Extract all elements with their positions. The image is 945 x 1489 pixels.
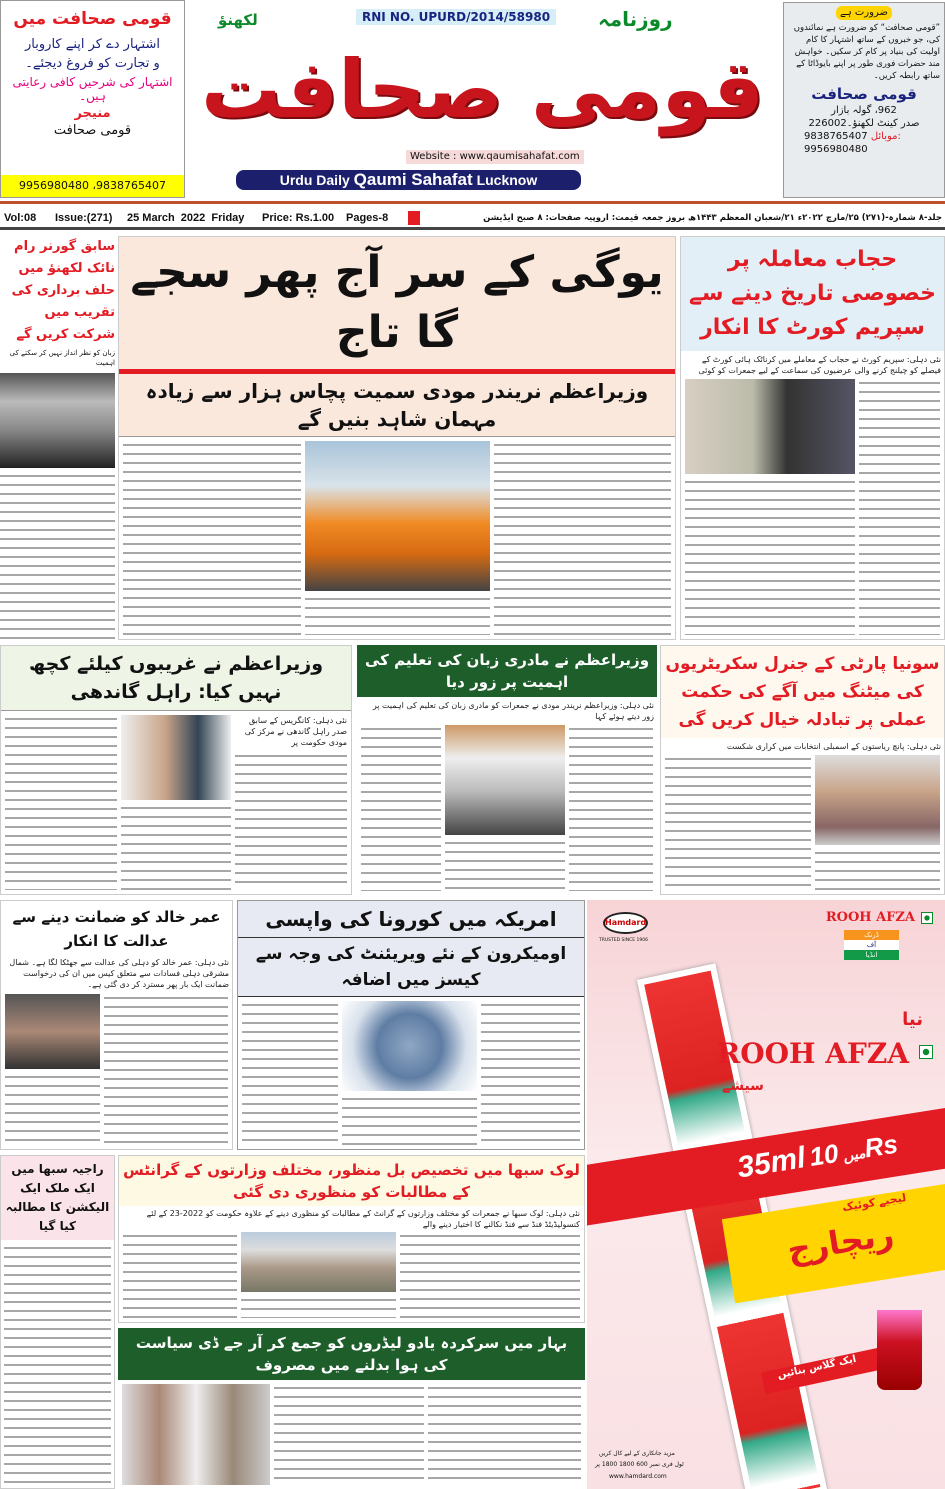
- body-col-2: [305, 595, 490, 635]
- mobile-row: [784, 130, 944, 143]
- price: Price: Rs.1.00: [262, 212, 335, 224]
- lead: نئی دہلی: سپریم کورٹ نے حجاب کے معاملے میں کرناٹک ہائی کورٹ کے فیصلے کو چیلنج کرنے والی عرضیوں کی سماعت کے لیے جمعرات کو کوئی: [698, 355, 941, 375]
- headline: راجیہ سبھا میں ایک ملک ایک الیکشن کا مطالبہ کیا گیا: [1, 1156, 114, 1240]
- yogi-photo: [305, 441, 490, 591]
- headline: سابق گورنر رام نائک لکھنؤ میں حلف برداری کی تقریب میں شرکت کریں گے: [11, 239, 115, 342]
- body: [119, 437, 675, 639]
- english-name: Qaumi Sahafat: [353, 170, 473, 189]
- story-sonia[interactable]: [660, 645, 945, 895]
- bihar-photo: [122, 1384, 270, 1485]
- trusted-label: TRUSTED SINCE 1906: [599, 938, 648, 943]
- headline: بہار میں سرکردہ یادو لیڈروں کو جمع کر آر جے ڈی سیاست کی ہوا بدلنے میں مصروف: [118, 1328, 585, 1380]
- wanted-badge: ضرورت ہے: [836, 6, 892, 20]
- date: 25 March 2022 Friday: [127, 212, 245, 224]
- tag3: انڈیا: [844, 950, 899, 960]
- body: [681, 379, 944, 639]
- left-ad-line1: اشتہار دے کر اپنے کاروبار: [25, 37, 160, 52]
- red-square-marker: [408, 211, 420, 225]
- headline: وزیراعظم نے غریبوں کیلئے کچھ نہیں کیا: راہل گاندھی: [1, 646, 351, 711]
- headline: عمر خالد کو ضمانت دینے سے عدالت کا انکار: [12, 908, 221, 950]
- body-text: [242, 1001, 338, 1145]
- body-text: [4, 1244, 111, 1484]
- website-label: Website : www.qaumisahafat.com: [406, 150, 584, 164]
- phone1: 9838765407: [804, 131, 868, 142]
- left-ad-name: قومی صحافت: [53, 123, 132, 138]
- story-yogi[interactable]: [118, 236, 676, 640]
- body-text: [569, 725, 653, 891]
- english-name-banner: [236, 170, 581, 190]
- urdu-dateline: جلد-۸ شمارہ-(۲۷۱) ۲۵/مارچ ۲۰۲۲ء ۲۱/شعبان المعظم ۱۴۴۳ھ بروز جمعہ قیمت: اروپیہ صفحات: ۸ صبح ایڈیشن: [483, 213, 942, 223]
- cta-big: ریچارج: [784, 1214, 897, 1270]
- rooh-afza-advert[interactable]: [587, 900, 945, 1489]
- veg-mark-icon: [919, 1045, 933, 1059]
- story-umar-khalid[interactable]: [0, 900, 233, 1150]
- umar-photo: [5, 994, 100, 1069]
- caption: زبان کو نظر انداز نہیں کر سکتے کی اہمیت: [9, 349, 115, 367]
- mobile-label: موبائل:: [870, 131, 901, 142]
- body-text: [241, 1296, 396, 1318]
- left-ad-phones: 9956980480 ،9838765407: [1, 175, 184, 197]
- left-ad-line2: و تجارت کو فروغ دیجئے۔: [25, 56, 160, 71]
- in-label: میں: [842, 1145, 867, 1165]
- left-ad-role: منیجر: [74, 106, 111, 121]
- lead: نئی دہلی: کانگریس کے سابق صدر راہل گاندھی نے مرکز کی مودی حکومت پر: [244, 716, 347, 747]
- hamdard-logo: Hamdard: [603, 912, 648, 934]
- body-text: [235, 752, 347, 890]
- new-label: نیا: [902, 1009, 923, 1030]
- body-text: [123, 1232, 237, 1318]
- body-text: [5, 715, 117, 890]
- wanted-text: ”قومی صحافت“ کو ضرورت ہے نمائندوں کی، جو خبروں کے ساتھ اشتہار کا کام اولیت کی بنیاد پر کام کر سکیں۔ خواہش مند حضرات فوری طور پر اپنے بایوڈاٹا کے ساتھ رابطہ کریں۔: [793, 23, 940, 81]
- body-text: [815, 849, 940, 890]
- story-bihar[interactable]: [118, 1328, 585, 1489]
- body-text: [428, 1384, 581, 1485]
- glass-image: [877, 1310, 922, 1390]
- address1: 962، گولہ بازار: [831, 105, 897, 116]
- body-text: [5, 1073, 100, 1145]
- brand-small: ROOH AFZA: [825, 910, 915, 925]
- masthead-logo: قومی صحافت: [201, 43, 764, 136]
- tag2: آف: [844, 940, 899, 950]
- masthead: [188, 0, 780, 198]
- body-col-3: [494, 441, 671, 635]
- dateline-bar: [0, 206, 945, 230]
- lead: نئی دہلی: وزیراعظم نریندر مودی نے جمعرات کو مادری زبان کی تعلیم کی اہمیت پر زور دیتے ہوئے کہا: [372, 701, 654, 721]
- glass-label: ایک گلاس بنائیں: [776, 1353, 858, 1382]
- sachet-label: سیشے: [722, 1078, 764, 1094]
- body-text: [361, 725, 441, 891]
- body-text: [400, 1232, 580, 1318]
- volume: Vol:08: [4, 212, 37, 224]
- body: [118, 1380, 585, 1489]
- left-ad-line3: اشتہار کی شرحیں کافی رعایتی ہیں۔: [12, 75, 173, 103]
- body-text: [121, 804, 231, 890]
- website-link[interactable]: www.hamdard.com: [609, 1473, 667, 1480]
- drink-of-india-flag: [844, 930, 899, 960]
- phone2: 9956980480: [804, 144, 868, 155]
- headline: سونیا پارٹی کے جنرل سکریٹریوں کی میٹنگ میں آگے کی حکمت عملی پر تبادلہ خیال کریں گی: [661, 646, 944, 738]
- hijab-photo: [685, 379, 855, 474]
- lead: نئی دہلی: عمر خالد کو دہلی کی عدالت سے جھٹکا لگا ہے۔ شمال مشرقی دہلی فسادات سے متعلق کیس میں ان کی درخواست ضمانت ایک بار پھر مسترد کر دی گئی ہے۔: [9, 958, 229, 989]
- headline: حجاب معاملہ پر خصوصی تاریخ دینے سے سپریم کورٹ کا انکار: [681, 237, 944, 351]
- headline: لوک سبھا میں تخصیص بل منظور، مختلف وزارتوں کے گرانٹس کے مطالبات کو منظوری دی گئی: [119, 1156, 584, 1206]
- body: [1, 990, 232, 1149]
- story-rajya-sabha[interactable]: [0, 1155, 115, 1489]
- story-ram-naik[interactable]: [0, 236, 115, 640]
- virus-photo: [342, 1001, 477, 1091]
- issue: Issue:(271): [55, 212, 113, 224]
- story-rahul[interactable]: [0, 645, 352, 895]
- headline: یوگی کے سر آج پھر سجے گا تاج: [119, 237, 675, 369]
- body-text: [342, 1095, 477, 1145]
- ram-naik-photo: [0, 373, 115, 468]
- roznama-label: روزنامہ: [598, 7, 673, 31]
- size: 35ml: [734, 1141, 808, 1185]
- sonia-photo: [815, 755, 940, 845]
- headline: وزیراعظم نے مادری زبان کی تعلیم کی اہمیت پر زور دیا: [357, 645, 657, 697]
- address2: صدر کینٹ لکھنؤ۔226002: [808, 118, 920, 129]
- story-corona[interactable]: [237, 900, 585, 1150]
- story-modi[interactable]: [357, 645, 657, 895]
- cta-small: لیجیے کوئیک: [841, 1191, 908, 1214]
- story-hijab[interactable]: [680, 236, 945, 640]
- body-text: [481, 1001, 580, 1145]
- left-advert-box: [0, 0, 185, 198]
- parliament-photo: [241, 1232, 396, 1292]
- body: [357, 725, 657, 895]
- body: [119, 1232, 584, 1322]
- right-advert-box: [783, 2, 945, 198]
- pages: Pages-8: [346, 212, 389, 224]
- body-text: [445, 839, 565, 891]
- subhead: وزیراعظم نریندر مودی سمیت پچاس ہزار سے زیادہ مہمان شاہد بنیں گے: [119, 374, 675, 437]
- body-text: [0, 472, 115, 640]
- subhead: اومیکرون کے نئے ویریئنٹ کی وجہ سے کیسز میں اضافہ: [238, 938, 584, 997]
- body-text: [859, 379, 940, 635]
- body: [661, 755, 944, 894]
- rahul-photo: [121, 715, 231, 800]
- story-lok-sabha[interactable]: [118, 1155, 585, 1323]
- lead: نئی دہلی: لوک سبھا نے جمعرات کو مختلف وزارتوں کے گرانٹ کے مطالبات کو منظوری دینے کے علاوہ حکومت کو 2022-23 کے لئے کنسولیڈیٹڈ فنڈ سے فنڈ نکالنے کا اختیار دینے والے: [146, 1209, 580, 1229]
- header-rule: [0, 201, 945, 204]
- body-text: [685, 478, 855, 635]
- veg-mark-icon: [921, 912, 933, 924]
- english-name-suffix: Lucknow: [476, 172, 538, 188]
- body: [238, 997, 584, 1149]
- brand-large: ROOH AFZA: [717, 1037, 910, 1070]
- modi-photo: [445, 725, 565, 835]
- tag1: ڈرنک: [844, 930, 899, 940]
- body-text: [665, 755, 811, 890]
- english-name-prefix: Urdu Daily: [279, 172, 350, 188]
- info-line: مزید جانکاری کے لیے کال کریں: [599, 1450, 675, 1457]
- city-label: لکھنؤ: [218, 11, 258, 29]
- price: 10Rs: [807, 1128, 900, 1173]
- right-ad-name: قومی صحافت: [811, 85, 917, 103]
- body: [1, 711, 351, 894]
- rni-number: RNI NO. UPURD/2014/58980: [356, 9, 556, 25]
- body-text: [274, 1384, 424, 1485]
- tollfree-line: ٹول فری نمبر 600 1800 1800 پر: [595, 1461, 684, 1468]
- body-text: [104, 994, 228, 1145]
- body-col-1: [123, 441, 301, 635]
- headline: امریکہ میں کورونا کی واپسی: [238, 901, 584, 938]
- left-ad-title: قومی صحافت میں: [13, 9, 172, 29]
- lead: نئی دہلی: پانچ ریاستوں کے اسمبلی انتخابات میں کراری شکست: [726, 742, 941, 751]
